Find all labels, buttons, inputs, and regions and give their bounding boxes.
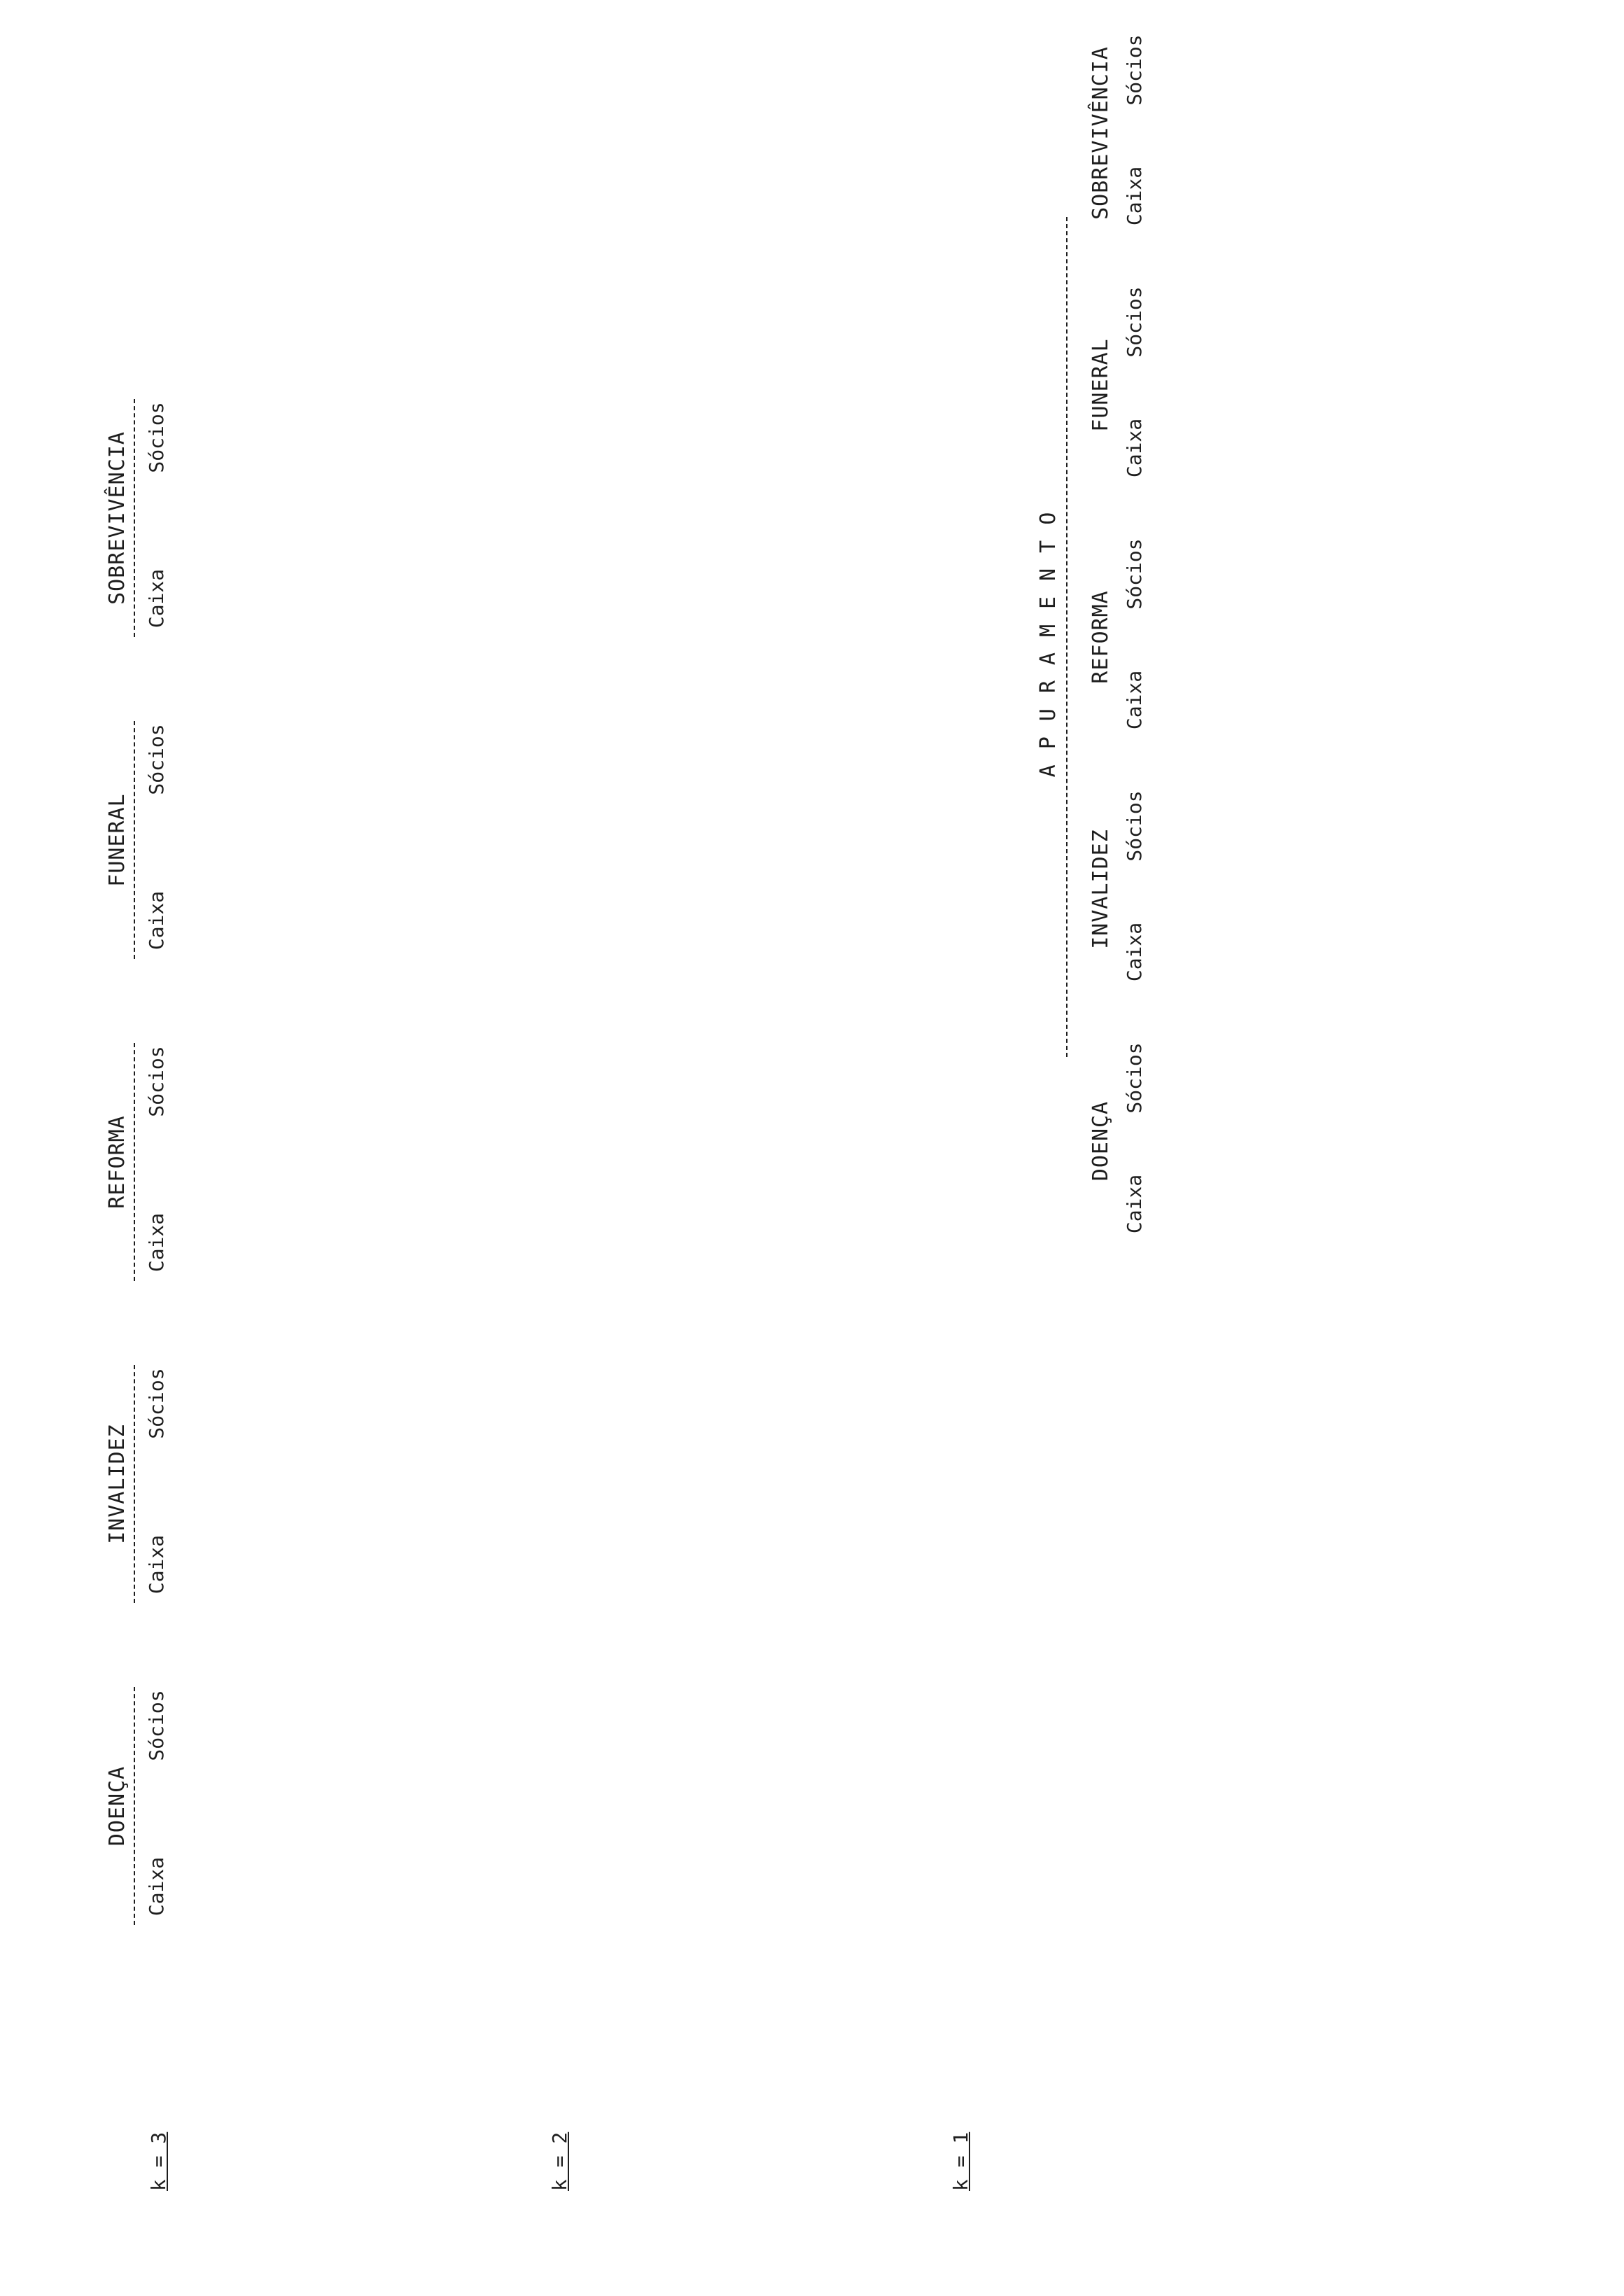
- summary-column-label-caixa: Caixa: [1123, 670, 1146, 730]
- summary-column-label-socios: Sócios: [1123, 286, 1146, 358]
- category-invalidez: INVALIDEZ: [105, 1323, 135, 1645]
- summary-category-invalidez: INVALIDEZ: [1088, 829, 1113, 949]
- summary-category-reforma: REFORMA: [1088, 590, 1113, 684]
- column-label-row: [145, 357, 168, 1967]
- column-label-socios: Sócios: [145, 1368, 168, 1439]
- column-label-caixa: Caixa: [145, 568, 168, 629]
- column-label-caixa: Caixa: [145, 1534, 168, 1595]
- summary-column-label-socios: Sócios: [1123, 538, 1146, 610]
- summary-title-rule: [1066, 217, 1068, 1057]
- summary-column-label-row: [1123, 7, 1146, 1267]
- category-sobrevivencia: SOBREVIVÊNCIA: [105, 357, 135, 679]
- summary-category-doenca: DOENÇA: [1088, 1100, 1113, 1182]
- summary-column-label-socios: Sócios: [1123, 34, 1146, 106]
- column-label-caixa: Caixa: [145, 890, 168, 951]
- category-doenca: DOENÇA: [105, 1645, 135, 1967]
- summary-column-label-socios: Sócios: [1123, 790, 1146, 862]
- summary-section: [1036, 7, 1146, 1267]
- category-row: [105, 357, 135, 1967]
- column-label-socios: Sócios: [145, 402, 168, 473]
- group-label-k2: k = 2: [548, 2132, 571, 2191]
- summary-column-label-caixa: Caixa: [1123, 166, 1146, 226]
- category-reforma: REFORMA: [105, 1001, 135, 1323]
- column-label-caixa: Caixa: [145, 1212, 168, 1273]
- summary-column-label-caixa: Caixa: [1123, 418, 1146, 478]
- column-label-socios: Sócios: [145, 1046, 168, 1117]
- summary-category-row: [1088, 7, 1113, 1267]
- summary-column-label-caixa: Caixa: [1123, 1174, 1146, 1234]
- group-labels: [147, 2016, 972, 2191]
- summary-category-sobrevivencia: SOBREVIVÊNCIA: [1088, 46, 1113, 220]
- column-label-socios: Sócios: [145, 1690, 168, 1761]
- table-header: [105, 357, 168, 1967]
- category-funeral: FUNERAL: [105, 679, 135, 1001]
- group-label-k1: k = 1: [949, 2132, 972, 2191]
- summary-category-funeral: FUNERAL: [1088, 338, 1113, 432]
- summary-column-label-socios: Sócios: [1123, 1042, 1146, 1114]
- column-label-caixa: Caixa: [145, 1856, 168, 1917]
- summary-column-label-caixa: Caixa: [1123, 922, 1146, 982]
- summary-title: APURAMENTO: [1036, 496, 1060, 778]
- group-label-k3: k = 3: [147, 2132, 170, 2191]
- column-label-socios: Sócios: [145, 724, 168, 795]
